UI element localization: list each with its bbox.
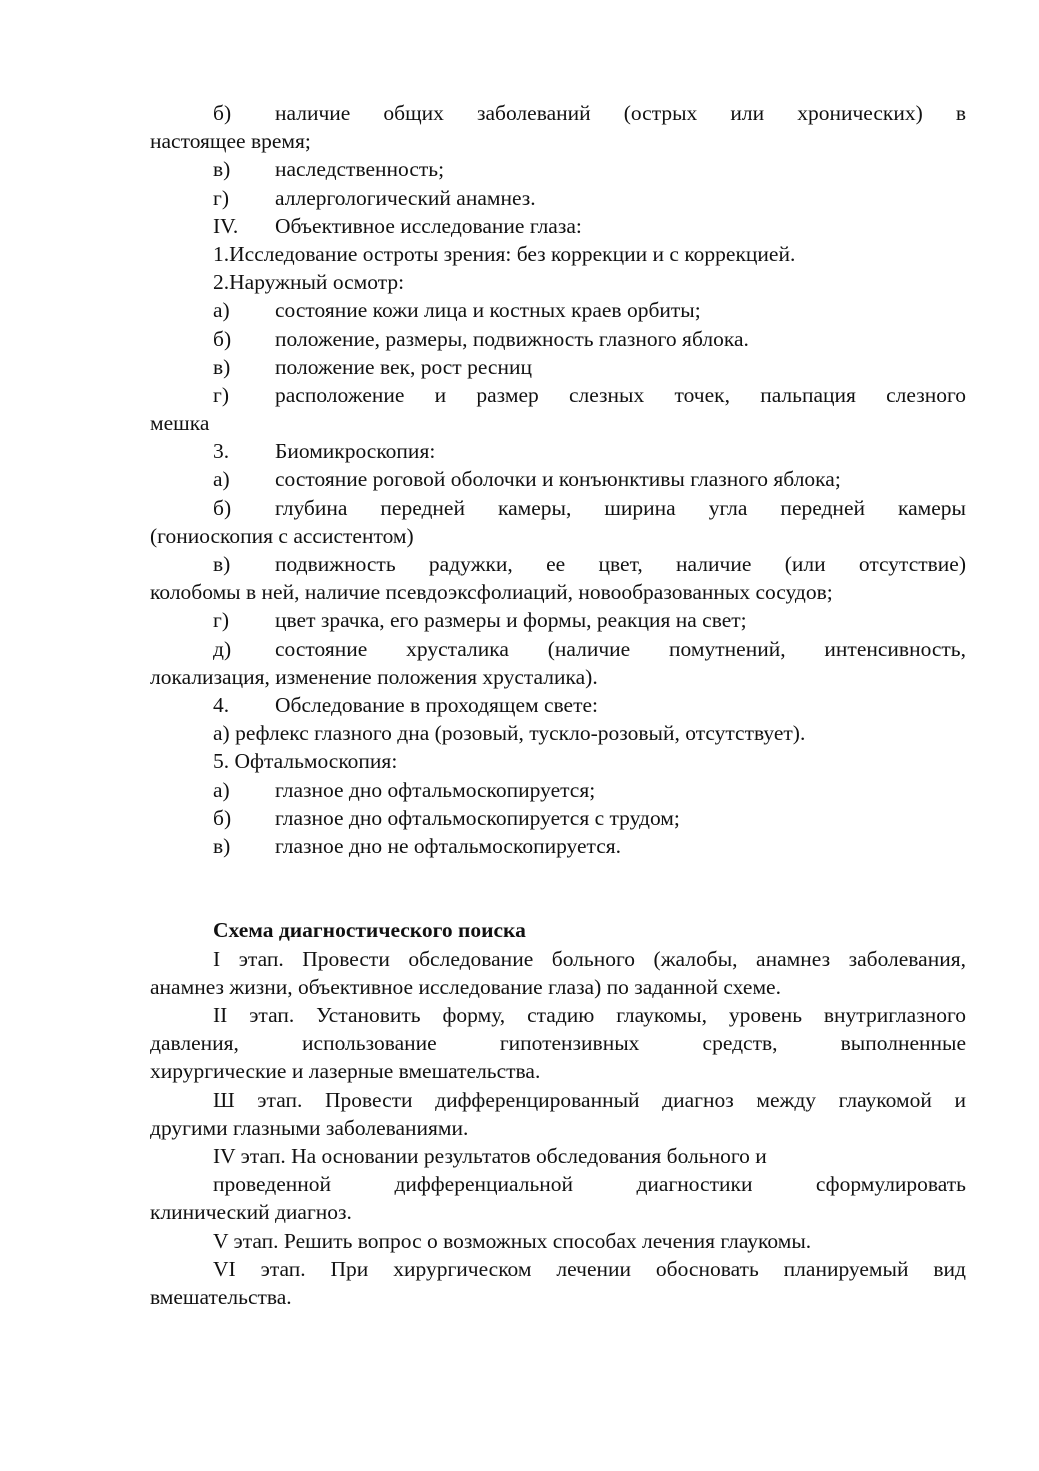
- list-marker: в): [213, 354, 231, 379]
- list-marker: г): [213, 608, 229, 633]
- list-item: [150, 184, 966, 212]
- stage-line: вмешательства.: [150, 1284, 292, 1309]
- stage-line: давления, использование гипотензивных средств, выполненные: [150, 1031, 966, 1056]
- list-text: цвет зрачка, его размеры и формы, реакция на свет;: [275, 608, 747, 633]
- list-text: положение, размеры, подвижность глазного яблока.: [275, 326, 749, 351]
- list-text: подвижность радужки, ее цвет, наличие (или отсутствие): [275, 552, 966, 576]
- list-marker: IV.: [213, 213, 239, 238]
- text-line: 1.Исследование остроты зрения: без коррекции и с коррекцией.: [213, 241, 796, 266]
- list-marker: а): [213, 298, 230, 323]
- list-item: [150, 212, 966, 240]
- list-item: [150, 155, 966, 183]
- text-line: (гониоскопия с ассистентом): [150, 523, 414, 548]
- list-marker: а): [213, 777, 230, 802]
- list-marker: г): [213, 185, 229, 210]
- list-text: глазное дно не офтальмоскопируется.: [275, 833, 622, 858]
- stage-line: V этап. Решить вопрос о возможных способах лечения глаукомы.: [213, 1228, 812, 1253]
- list-text: аллергологический анамнез.: [275, 185, 536, 210]
- list-item: [150, 325, 966, 353]
- list-marker: б): [213, 805, 232, 830]
- text-line: мешка: [150, 411, 210, 436]
- text-line: настоящее время;: [150, 129, 311, 154]
- list-text: состояние хрусталика (наличие помутнений, интенсивность,: [275, 636, 966, 661]
- list-text: расположение и размер слезных точек, пальпация слезного: [275, 382, 966, 407]
- list-item: [150, 550, 966, 578]
- stage-line: IV этап. На основании результатов обследования больного и: [213, 1143, 767, 1168]
- list-item: [150, 804, 966, 832]
- stage-line: VI этап. При хирургическом лечении обосновать планируемый вид: [213, 1256, 966, 1281]
- list-text: наследственность;: [275, 157, 445, 182]
- list-item: [150, 381, 966, 409]
- list-item: [150, 437, 966, 465]
- list-marker: в): [213, 157, 231, 182]
- list-item: [150, 832, 966, 860]
- document-page: [150, 99, 966, 1311]
- list-text: наличие общих заболеваний (острых или хронических) в: [275, 101, 966, 125]
- list-text: Обследование в проходящем свете:: [275, 692, 599, 717]
- text-line: 2.Наружный осмотр:: [213, 270, 405, 295]
- list-marker: б): [213, 101, 232, 125]
- list-item: [150, 296, 966, 324]
- list-text: глазное дно офтальмоскопируется;: [275, 777, 596, 802]
- spacer: [150, 860, 966, 916]
- stage-line: II этап. Установить форму, стадию глаукомы, уровень внутриглазного: [213, 1003, 966, 1028]
- list-item: [150, 606, 966, 634]
- text-line: а) рефлекс глазного дна (розовый, тускло-розовый, отсутствует).: [213, 721, 806, 746]
- list-marker: а): [213, 467, 230, 492]
- list-text: состояние кожи лица и костных краев орбиты;: [275, 298, 701, 323]
- list-text: глазное дно офтальмоскопируется с трудом;: [275, 805, 680, 830]
- stage-line: проведенной дифференциальной диагностики сформулировать: [213, 1172, 966, 1197]
- list-marker: д): [213, 636, 232, 661]
- stage-line: анамнез жизни, объективное исследование глаза) по заданной схеме.: [150, 974, 781, 999]
- list-item: [150, 353, 966, 381]
- text-line: 5. Офтальмоскопия:: [213, 749, 398, 774]
- list-item: [150, 776, 966, 804]
- list-marker: в): [213, 552, 231, 576]
- stage-line: Ш этап. Провести дифференцированный диагноз между глаукомой и: [213, 1087, 966, 1112]
- list-text: глубина передней камеры, ширина угла передней камеры: [275, 495, 966, 520]
- section-heading: Схема диагностического поиска: [213, 918, 526, 943]
- list-item: [150, 99, 966, 127]
- list-marker: 3.: [213, 439, 230, 464]
- stage-line: другими глазными заболеваниями.: [150, 1115, 469, 1140]
- list-item: [150, 635, 966, 663]
- list-item: [150, 494, 966, 522]
- stage-line: хирургические и лазерные вмешательства.: [150, 1059, 541, 1084]
- list-marker: г): [213, 382, 229, 407]
- stage-line: клинический диагноз.: [150, 1200, 352, 1225]
- list-marker: в): [213, 833, 231, 858]
- list-marker: б): [213, 326, 232, 351]
- list-text: состояние роговой оболочки и конъюнктивы глазного яблока;: [275, 467, 841, 492]
- list-marker: 4.: [213, 692, 230, 717]
- text-line: колобомы в ней, наличие псевдоэксфолиаций, новообразованных сосудов;: [150, 580, 833, 605]
- stage-line: I этап. Провести обследование больного (жалобы, анамнез заболевания,: [213, 946, 966, 971]
- list-text: положение век, рост ресниц: [275, 354, 532, 379]
- list-item: [150, 691, 966, 719]
- list-item: [150, 465, 966, 493]
- list-text: Биомикроскопия:: [275, 439, 436, 464]
- list-text: Объективное исследование глаза:: [275, 213, 582, 238]
- text-line: локализация, изменение положения хрусталика).: [150, 664, 598, 689]
- list-marker: б): [213, 495, 232, 520]
